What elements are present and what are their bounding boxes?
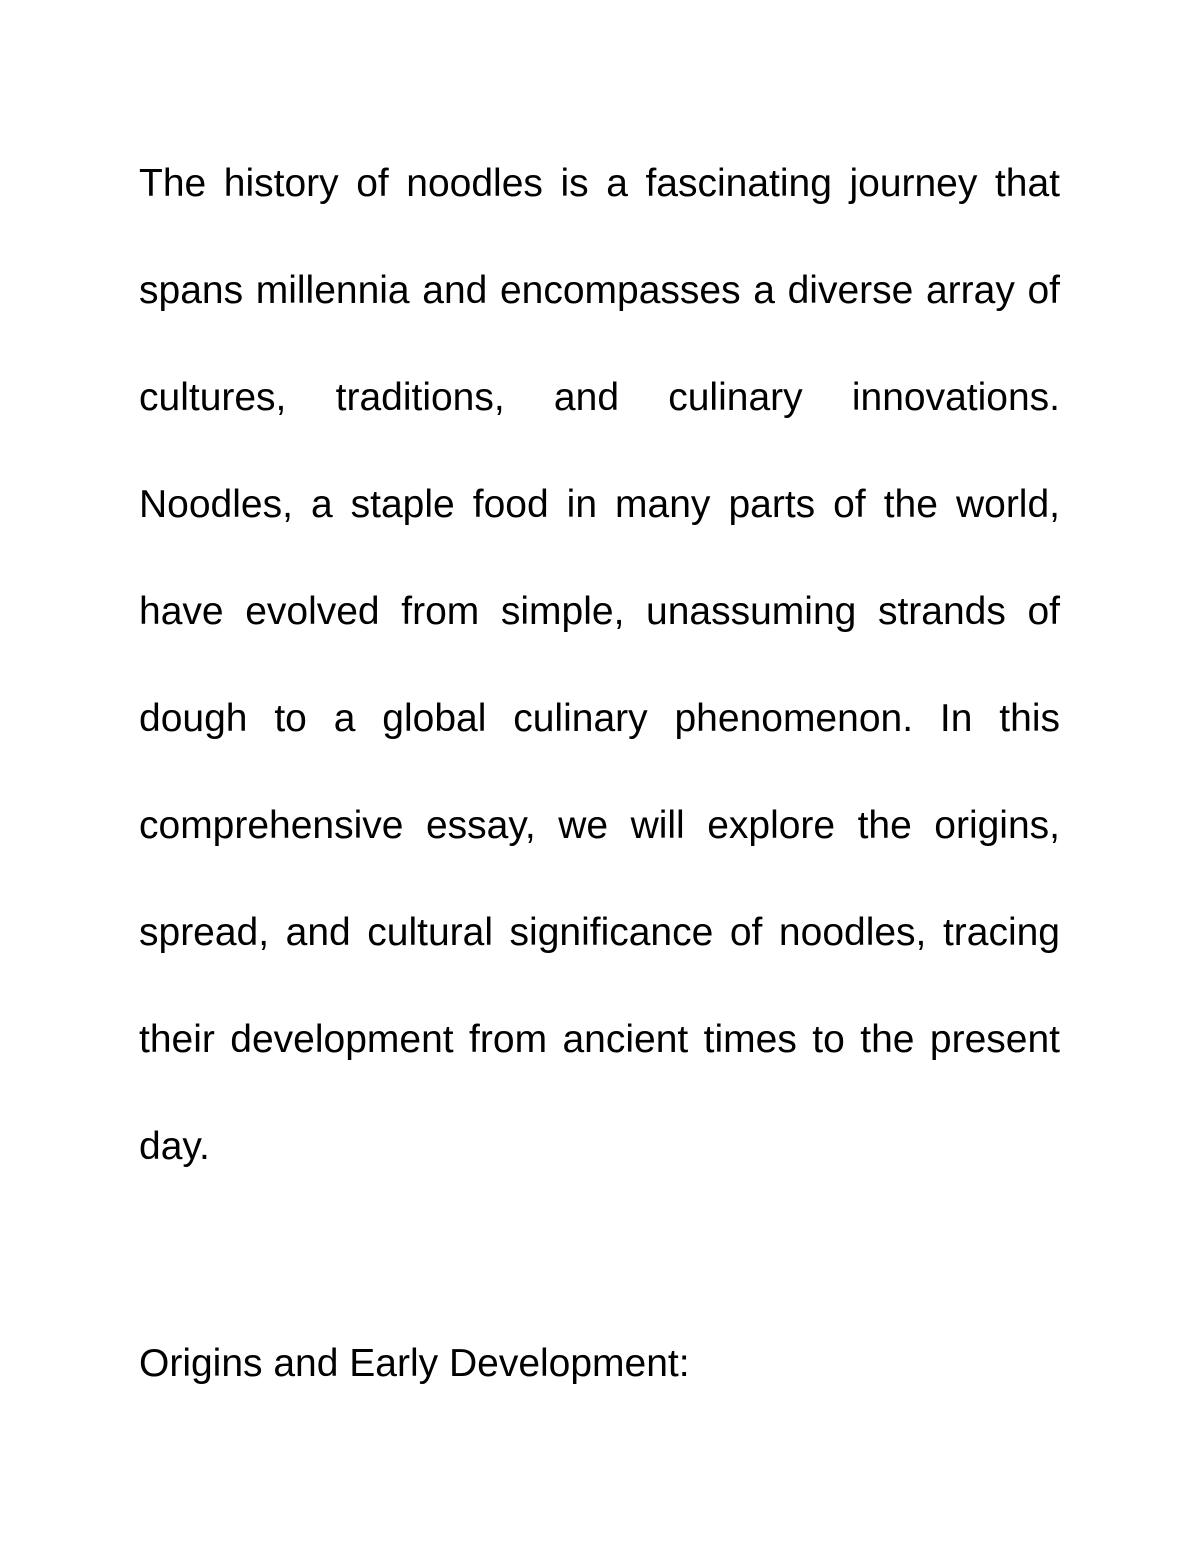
intro-paragraph: The history of noodles is a fascinating journey that spans millennia and encompasses a diverse array of cultures, traditions, and culinary innovations. Noodles, a staple food in many parts of the world, have evolved from simple, unassuming strands of dough to a global culinary phenomenon. In this comprehensive essay, we will explore the origins, spread, and cultural significance of noodles, tracing their development from ancient times to the present day. — [139, 162, 1060, 1168]
section-heading: Origins and Early Development: — [139, 1342, 690, 1385]
